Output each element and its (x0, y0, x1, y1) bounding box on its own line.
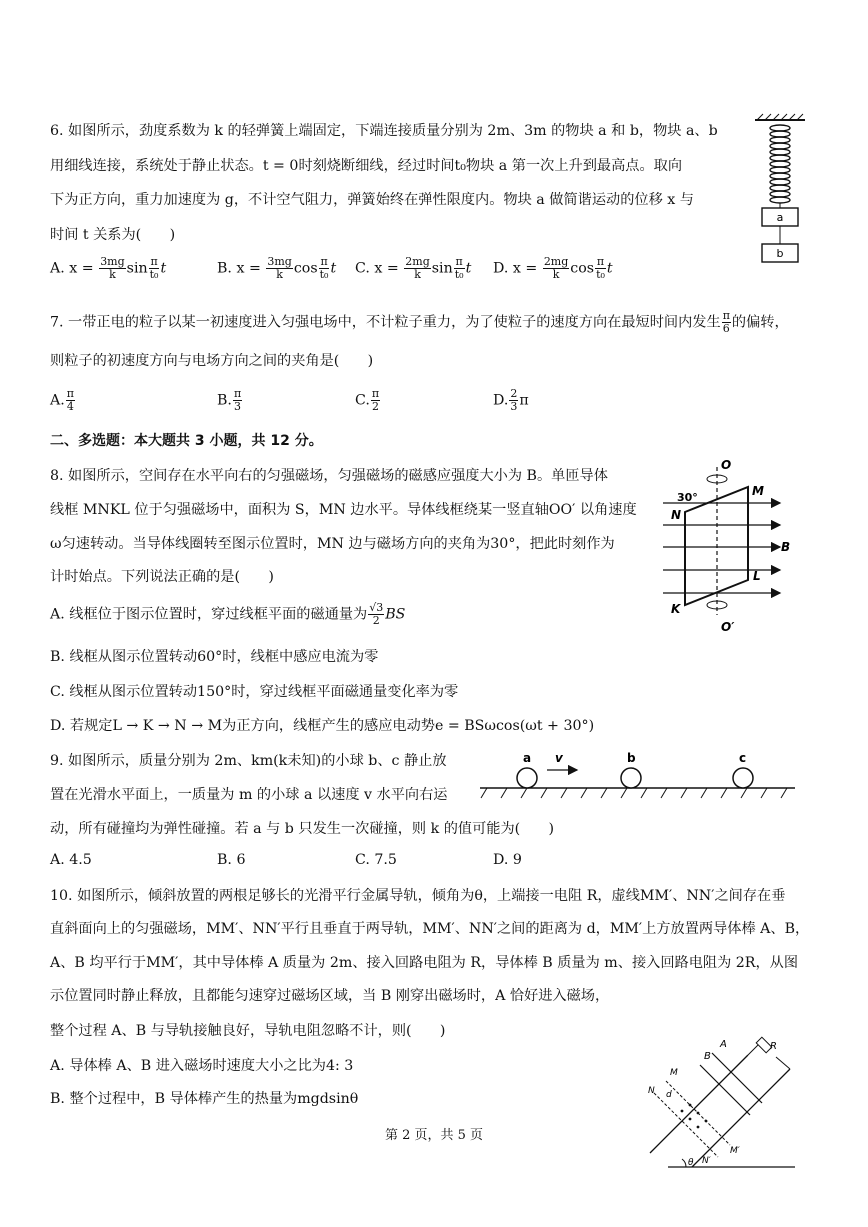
numerator: π (150, 255, 158, 268)
rail-upper (692, 1069, 790, 1167)
label-theta: θ (688, 1158, 694, 1168)
ground-hatch (481, 788, 787, 798)
label-a: A (720, 1039, 727, 1050)
option-label: D. x = (493, 260, 538, 277)
q8-option-a (50, 602, 405, 627)
q10-line-3: A、B 均平行于MM′，其中导体棒 A 质量为 2m、接入回路电阻为 R，导体棒 B 质量为 m、接入回路电阻为 2R，从图 (50, 955, 799, 971)
fraction (509, 388, 518, 413)
rod-b (700, 1065, 750, 1115)
label-b: B (781, 540, 791, 554)
numerator: π (455, 255, 463, 268)
label-n: N (648, 1086, 655, 1096)
variable: BS (385, 606, 406, 623)
denominator: t₀ (454, 268, 464, 281)
q8-option-b: B. 线框从图示位置转动60°时，线框中感应电流为零 (50, 649, 379, 665)
numerator: 2mg (543, 255, 569, 268)
fraction (722, 310, 731, 335)
denominator: 3 (510, 400, 518, 413)
denominator: 2 (371, 400, 379, 413)
fraction (149, 256, 160, 281)
label-b: B (704, 1051, 711, 1062)
q8-line-3: ω匀速转动。当导体线圈转至图示位置时，MN 边与磁场方向的夹角为30°，把此时刻作为 (50, 536, 615, 552)
section-heading-multiple-choice: 二、多选题：本大题共 3 小题，共 12 分。 (50, 433, 323, 449)
numerator: 2 (510, 387, 518, 400)
q9-option-c: C. 7.5 (355, 852, 397, 868)
numerator: π (596, 255, 605, 268)
label-n: N (671, 508, 682, 522)
label-m-prime: M′ (730, 1146, 740, 1156)
q6-option-a (50, 256, 166, 281)
ball-c (733, 768, 753, 788)
text: 的偏转， (731, 314, 789, 331)
rotating-frame-figure (655, 455, 805, 635)
ball-a-label: a (523, 751, 532, 765)
fraction (454, 256, 465, 281)
denominator: 2 (372, 614, 380, 627)
q10-option-b: B. 整个过程中，B 导体棒产生的热量为mgdsinθ (50, 1091, 359, 1107)
velocity-label: v (555, 751, 563, 765)
denominator: 4 (66, 400, 74, 413)
fraction (266, 256, 292, 281)
numerator: π (66, 387, 74, 400)
label-o-prime: O′ (721, 620, 735, 634)
numerator: 2mg (405, 255, 430, 268)
rod-a (712, 1053, 762, 1103)
variable: t (606, 260, 613, 277)
variable: t (330, 260, 337, 277)
text: A. 线框位于图示位置时，穿过线框平面的磁通量为 (50, 606, 368, 623)
numerator: π (233, 387, 242, 400)
q6-line-4: 时间 t 关系为( ) (50, 227, 176, 243)
fraction (368, 602, 384, 627)
label-o: O (721, 458, 732, 472)
q7-option-a (50, 388, 76, 413)
q8-line-4: 计时始点。下列说法正确的是( ) (50, 569, 274, 585)
ball-c-label: c (739, 751, 747, 765)
q10-line-2: 直斜面向上的匀强磁场，MM′、NN′平行且垂直于两导轨，MM′、NN′之间的距离为 d，MM′上方放置两导体棒 A、B， (50, 921, 810, 937)
fraction (371, 388, 380, 413)
numerator: π (722, 309, 730, 322)
option-label: A. (50, 392, 65, 409)
option-label: C. x = (355, 260, 399, 277)
text: π (519, 392, 529, 409)
denominator: t₀ (596, 268, 605, 281)
numerator: 3mg (100, 255, 125, 268)
label-m: M (670, 1068, 678, 1078)
option-label: C. (355, 392, 370, 409)
denominator: 6 (722, 322, 730, 335)
q9-line-3: 动，所有碰撞均为弹性碰撞。若 a 与 b 只发生一次碰撞，则 k 的值可能为( ) (50, 821, 555, 837)
q8-line-2: 线框 MNKL 位于匀强磁场中，面积为 S，MN 边水平。导体线框绕某一竖直轴OO′ 以角速度 (50, 502, 637, 518)
label-m: M (752, 484, 764, 498)
label-n-prime: N′ (702, 1156, 711, 1166)
numerator: π (320, 255, 328, 268)
q7-line-1 (50, 310, 789, 335)
q6-option-c (355, 256, 471, 281)
q9-line-1: 9. 如图所示，质量分别为 2m、km(k未知)的小球 b、c 静止放 (50, 753, 447, 769)
q6-option-d (493, 256, 613, 281)
spring-coil (770, 125, 790, 203)
page-footer: 第 2 页，共 5 页 (384, 1128, 484, 1143)
q7-option-c (355, 388, 381, 413)
denominator: k (109, 268, 116, 281)
label-d: d (666, 1090, 672, 1100)
function: sin (431, 260, 453, 277)
q7-option-b (217, 388, 243, 413)
q7-option-d (493, 388, 529, 413)
fraction (319, 256, 330, 281)
label-angle: 30° (677, 491, 698, 504)
denominator: t₀ (319, 268, 329, 281)
function: cos (570, 260, 595, 277)
fraction (404, 256, 430, 281)
label-k: K (671, 602, 681, 616)
numerator: π (371, 387, 380, 400)
numerator: 3mg (267, 255, 292, 268)
fraction (233, 388, 242, 413)
q6-line-2: 用细线连接，系统处于静止状态。t = 0时刻烧断细线，经过时间t₀物块 a 第一次上升到最高点。取向 (50, 158, 683, 174)
inclined-rails-figure (630, 1035, 800, 1175)
denominator: t₀ (149, 268, 159, 281)
numerator: √3 (369, 601, 384, 614)
variable: t (160, 260, 167, 277)
denominator: k (414, 268, 421, 281)
q10-option-a: A. 导体棒 A、B 进入磁场时速度大小之比为4: 3 (50, 1058, 354, 1074)
q10-line-4: 示位置同时静止释放，且都能匀速穿过磁场区域，当 B 刚穿出磁场时，A 恰好进入磁场， (50, 988, 610, 1004)
q7-line-2: 则粒子的初速度方向与电场方向之间的夹角是( ) (50, 353, 374, 369)
q8-line-1: 8. 如图所示，空间存在水平向右的匀强磁场，匀强磁场的磁感应强度大小为 B。单匝导体 (50, 468, 608, 484)
q9-option-b: B. 6 (217, 852, 246, 868)
rail-lead (776, 1057, 790, 1069)
block-b-label: b (776, 247, 784, 260)
fraction (543, 256, 569, 281)
balls-figure (475, 748, 800, 806)
spring-figure (745, 112, 815, 270)
q6-option-b (217, 256, 336, 281)
angle-arc (682, 1159, 686, 1167)
q10-line-5: 整个过程 A、B 与导轨接触良好，导轨电阻忽略不计，则( ) (50, 1023, 446, 1039)
fraction (595, 256, 606, 281)
q9-line-2: 置在光滑水平面上，一质量为 m 的小球 a 以速度 v 水平向右运 (50, 787, 448, 803)
ball-b-label: b (627, 751, 636, 765)
denominator: k (276, 268, 283, 281)
block-a-label: a (776, 211, 784, 224)
function: cos (293, 260, 318, 277)
fraction (66, 388, 75, 413)
denominator: k (552, 268, 560, 281)
label-l: L (753, 569, 761, 583)
q8-option-d: D. 若规定L → K → N → M为正方向，线框产生的感应电动势e = BSωcos(ωt + 30°) (50, 718, 595, 734)
ball-a (517, 768, 537, 788)
function: sin (126, 260, 148, 277)
q9-option-a: A. 4.5 (50, 852, 92, 868)
option-label: B. (217, 392, 232, 409)
q9-option-d: D. 9 (493, 852, 522, 868)
option-label: A. x = (50, 260, 94, 277)
label-r: R (770, 1041, 777, 1052)
text: 7. 一带正电的粒子以某一初速度进入匀强电场中，不计粒子重力，为了使粒子的速度方向在最短时间内发生 (50, 314, 721, 331)
variable: t (465, 260, 472, 277)
denominator: 3 (234, 400, 242, 413)
q8-option-c: C. 线框从图示位置转动150°时，穿过线框平面磁通量变化率为零 (50, 684, 459, 700)
ball-b (621, 768, 641, 788)
q10-line-1: 10. 如图所示，倾斜放置的两根足够长的光滑平行金属导轨，倾角为θ，上端接一电阻 R，虚线MM′、NN′之间存在垂 (50, 888, 786, 904)
option-label: D. (493, 392, 509, 409)
q6-line-3: 下为正方向，重力加速度为 g，不计空气阻力，弹簧始终在弹性限度内。物块 a 做简谐运动的位移 x 与 (50, 192, 694, 208)
q6-line-1: 6. 如图所示，劲度系数为 k 的轻弹簧上端固定，下端连接质量分别为 2m、3m 的物块 a 和 b，物块 a、b (50, 123, 718, 139)
option-label: B. x = (217, 260, 261, 277)
fraction (99, 256, 125, 281)
